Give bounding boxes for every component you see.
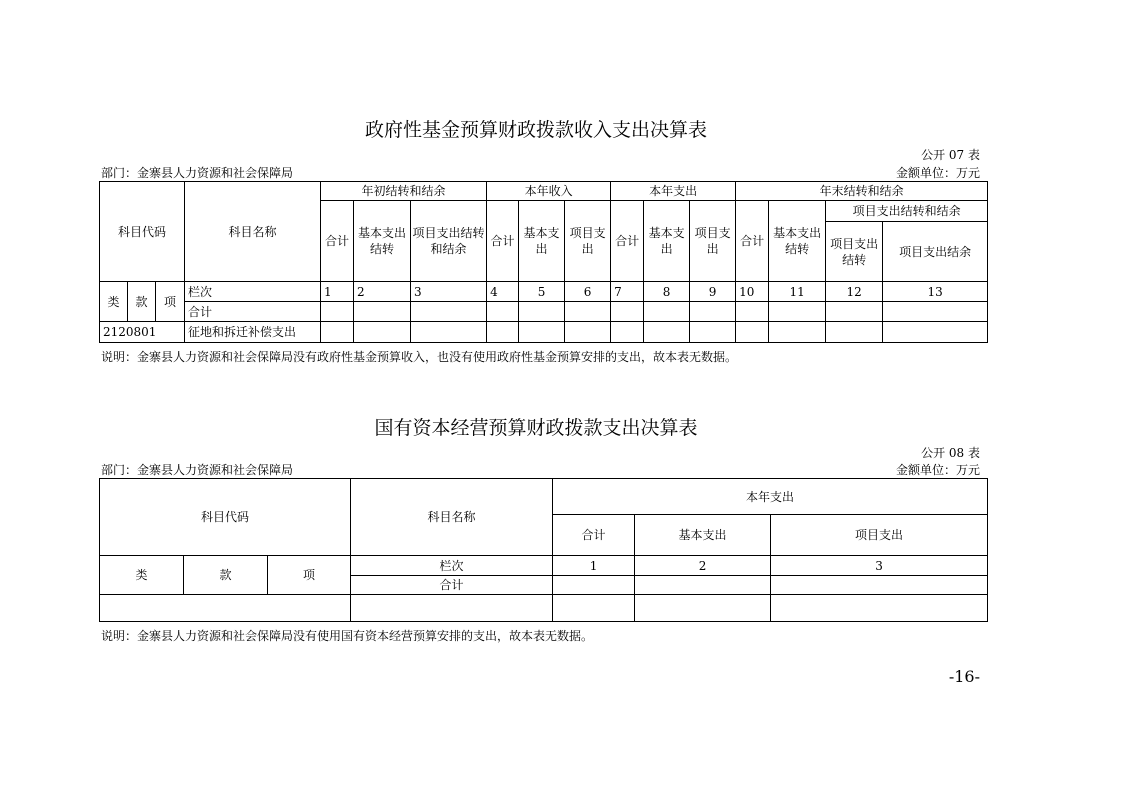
header-subject-name: 科目名称 <box>185 182 321 282</box>
table-cell <box>611 322 644 343</box>
class-lei: 类 <box>100 556 184 595</box>
class-xiang: 项 <box>156 282 185 322</box>
header-g4-project-carry-surplus: 项目支出结转和结余 <box>826 201 988 222</box>
table-cell <box>411 302 487 322</box>
header-g1-project-carry-surplus: 项目支出结转和结余 <box>411 201 487 282</box>
table-cell <box>519 322 565 343</box>
table-cell <box>690 302 736 322</box>
header-subject-name: 科目名称 <box>351 479 553 556</box>
table-cell <box>736 322 769 343</box>
col-number: 10 <box>736 282 769 302</box>
header-closing-balance: 年末结转和结余 <box>736 182 988 201</box>
col-number: 9 <box>690 282 736 302</box>
header-g3-basic: 基本支出 <box>644 201 690 282</box>
table-cell <box>690 322 736 343</box>
header-g4-total: 合计 <box>736 201 769 282</box>
table-cell <box>644 302 690 322</box>
total-row-label: 合计 <box>351 576 553 595</box>
header-opening-balance: 年初结转和结余 <box>321 182 487 201</box>
col-number: 3 <box>771 556 988 576</box>
table1-note: 说明：金寨县人力资源和社会保障局没有政府性基金预算收入，也没有使用政府性基金预算安排的支出，故本表无数据。 <box>101 350 738 364</box>
header-g4-project-surplus: 项目支出结余 <box>883 222 988 282</box>
table-cell <box>565 302 611 322</box>
header-basic: 基本支出 <box>635 515 771 556</box>
header-g2-basic: 基本支出 <box>519 201 565 282</box>
table-cell <box>351 595 553 622</box>
column-index-label: 栏次 <box>351 556 553 576</box>
table-cell <box>553 576 635 595</box>
table-cell <box>487 322 519 343</box>
table-cell <box>769 302 826 322</box>
table-cell <box>411 322 487 343</box>
table-cell <box>644 322 690 343</box>
col-number: 1 <box>553 556 635 576</box>
table-cell <box>519 302 565 322</box>
col-number: 13 <box>883 282 988 302</box>
table1-code: 公开 07 表 <box>921 148 980 162</box>
table-cell <box>883 322 988 343</box>
header-g2-project: 项目支出 <box>565 201 611 282</box>
col-number: 2 <box>354 282 411 302</box>
header-g3-project: 项目支出 <box>690 201 736 282</box>
col-number: 7 <box>611 282 644 302</box>
col-number: 12 <box>826 282 883 302</box>
header-project: 项目支出 <box>771 515 988 556</box>
table-cell <box>565 322 611 343</box>
table-cell <box>826 302 883 322</box>
header-g4-project-carry: 项目支出结转 <box>826 222 883 282</box>
col-number: 6 <box>565 282 611 302</box>
table2-unit: 金额单位：万元 <box>895 463 980 477</box>
header-current-income: 本年收入 <box>487 182 611 201</box>
header-g2-total: 合计 <box>487 201 519 282</box>
header-current-expenditure: 本年支出 <box>611 182 736 201</box>
table-cell <box>769 322 826 343</box>
class-xiang: 项 <box>268 556 351 595</box>
table2 <box>99 478 988 622</box>
table-cell <box>883 302 988 322</box>
table-cell <box>635 576 771 595</box>
header-total: 合计 <box>553 515 635 556</box>
table-cell <box>771 595 988 622</box>
class-kuan: 款 <box>128 282 156 322</box>
header-g1-total: 合计 <box>321 201 354 282</box>
table1-unit: 金额单位：万元 <box>895 166 980 180</box>
table1-title: 政府性基金预算财政拨款收入支出决算表 <box>364 119 707 141</box>
class-lei: 类 <box>100 282 128 322</box>
table-cell <box>487 302 519 322</box>
data-row-code: 2120801 <box>100 322 185 343</box>
table-cell <box>736 302 769 322</box>
col-number: 4 <box>487 282 519 302</box>
col-number: 1 <box>321 282 354 302</box>
class-kuan: 款 <box>184 556 268 595</box>
header-subject-code: 科目代码 <box>100 479 351 556</box>
table-cell <box>321 302 354 322</box>
table-cell <box>635 595 771 622</box>
table-cell <box>771 576 988 595</box>
col-number: 8 <box>644 282 690 302</box>
table-cell <box>826 322 883 343</box>
table-cell <box>553 595 635 622</box>
col-number: 11 <box>769 282 826 302</box>
col-number: 2 <box>635 556 771 576</box>
header-current-expenditure: 本年支出 <box>553 479 988 515</box>
total-row-label: 合计 <box>185 302 321 322</box>
table-cell <box>354 322 411 343</box>
page-number: -16- <box>948 667 980 686</box>
table2-title: 国有资本经营预算财政拨款支出决算表 <box>374 417 698 439</box>
header-subject-code: 科目代码 <box>100 182 185 282</box>
table-cell <box>354 302 411 322</box>
header-g1-basic-carry: 基本支出结转 <box>354 201 411 282</box>
table-cell <box>611 302 644 322</box>
table1-dept: 部门：金寨县人力资源和社会保障局 <box>101 166 294 180</box>
table-cell <box>100 595 351 622</box>
table2-code: 公开 08 表 <box>921 446 980 460</box>
table2-dept: 部门：金寨县人力资源和社会保障局 <box>101 463 294 477</box>
col-number: 3 <box>411 282 487 302</box>
table2-note: 说明：金寨县人力资源和社会保障局没有使用国有资本经营预算安排的支出，故本表无数据。 <box>101 629 594 643</box>
header-g4-basic-carry: 基本支出结转 <box>769 201 826 282</box>
column-index-label: 栏次 <box>185 282 321 302</box>
table-cell <box>321 322 354 343</box>
table1 <box>99 181 988 343</box>
col-number: 5 <box>519 282 565 302</box>
data-row-name: 征地和拆迁补偿支出 <box>185 322 321 343</box>
header-g3-total: 合计 <box>611 201 644 282</box>
